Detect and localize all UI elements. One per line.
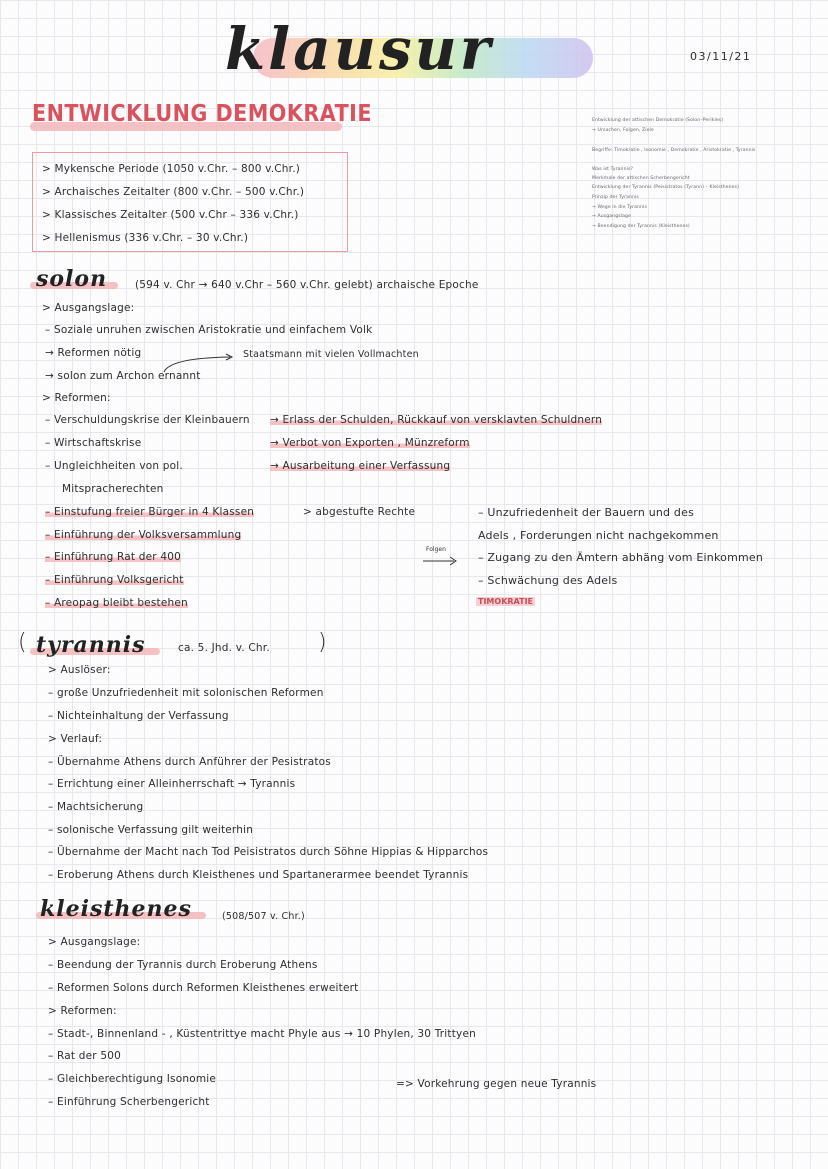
reform-right-2: → Verbot von Exporten , Münzreform — [270, 437, 470, 449]
timokratie-label: TIMOKRATIE — [478, 597, 534, 606]
kleisthenes-line-8: – Einführung Scherbengericht — [48, 1096, 210, 1108]
reform-right-3: → Ausarbeitung einer Verfassung — [270, 460, 451, 472]
curved-arrow-icon — [160, 352, 240, 374]
kleisthenes-line-3: – Reformen Solons durch Reformen Kleisthenes erweitert — [48, 982, 359, 994]
tyrannis-line-4: > Verlauf: — [48, 733, 103, 745]
kleisthenes-conclusion: => Vorkehrung gegen neue Tyrannis — [396, 1078, 597, 1090]
measure-3: – Einführung Rat der 400 — [45, 551, 182, 563]
solon-annotation: Staatsmann mit vielen Vollmachten — [243, 349, 419, 360]
kleisthenes-line-6: – Rat der 500 — [48, 1050, 121, 1062]
date-label: 03/11/21 — [690, 50, 752, 63]
solon-line-2: → Reformen nötig — [45, 347, 142, 359]
folgen-4: – Schwächung des Adels — [478, 574, 618, 587]
main-heading: ENTWICKLUNG DEMOKRATIE — [32, 101, 372, 127]
tyrannis-line-8: – solonische Verfassung gilt weiterhin — [48, 824, 254, 836]
reform-left-3: – Ungleichheiten von pol. — [45, 460, 183, 472]
kleisthenes-line-7: – Gleichberechtigung Isonomie — [48, 1073, 217, 1085]
kleisthenes-line-4: > Reformen: — [48, 1005, 117, 1017]
tyrannis-line-10: – Eroberung Athens durch Kleisthenes und Spartanerarmee beendet Tyrannis — [48, 869, 469, 881]
tyrannis-line-1: > Auslöser: — [48, 664, 111, 676]
tyrannis-line-7: – Machtsicherung — [48, 801, 144, 813]
reform-left-2: – Wirtschaftskrise — [45, 437, 142, 449]
tyrannis-line-6: – Errichtung einer Alleinherrschaft → Tyrannis — [48, 778, 296, 790]
side-note-7: Prinzip der Tyrannis — [592, 195, 639, 200]
side-note-1: Entwicklung der attischen Demokratie (Solon–Perikles) — [592, 118, 724, 123]
solon-line-3: → solon zum Archon ernannt — [45, 370, 201, 382]
side-note-5: Merkmale der attischen Scherbengericht — [592, 176, 690, 181]
solon-line-1: – Soziale unruhen zwischen Aristokratie und einfachem Volk — [45, 324, 373, 336]
reform-left-1: – Verschuldungskrise der Kleinbauern — [45, 414, 250, 426]
measure-1: – Einstufung freier Bürger in 4 Klassen — [45, 506, 255, 518]
side-note-2: → Ursachen, Folgen, Ziele — [592, 128, 654, 133]
side-note-3: Begriffe: Timokratie , Isonomie , Demokratie , Aristokratie , Tyrannis — [592, 148, 756, 153]
side-note-10: → Beendigung der Tyrannis (Kleisthenes) — [592, 224, 690, 229]
kleisthenes-dates: (508/507 v. Chr.) — [222, 911, 305, 922]
side-note-4: Was ist Tyrannis? — [592, 167, 633, 172]
folgen-3: – Zugang zu den Ämtern abhäng vom Einkommen — [478, 551, 764, 564]
folgen-label: Folgen — [426, 546, 446, 553]
kleisthenes-line-2: – Beendung der Tyrannis durch Eroberung Athens — [48, 959, 318, 971]
solon-ausgangslage: > Ausgangslage: — [42, 302, 135, 314]
solon-reformen-label: > Reformen: — [42, 392, 111, 404]
period-1: > Mykensche Periode (1050 v.Chr. – 800 v.Chr.) — [42, 163, 301, 175]
tyrannis-open-paren: ( — [18, 630, 27, 655]
tyrannis-line-9: – Übernahme der Macht nach Tod Peisistratos durch Söhne Hippias & Hipparchos — [48, 846, 489, 858]
measure-4: – Einführung Volksgericht — [45, 574, 184, 586]
side-note-8: → Wege in die Tyrannis — [592, 205, 647, 210]
folgen-arrow-icon — [422, 556, 458, 566]
solon-dates: (594 v. Chr → 640 v.Chr – 560 v.Chr. gelebt) archaische Epoche — [135, 279, 479, 291]
tyrannis-line-5: – Übernahme Athens durch Anführer der Pesistratos — [48, 756, 331, 768]
side-note-6: Entwicklung der Tyrannis (Peisistratos (Tyrann) – Kleisthenes) — [592, 185, 739, 190]
kleisthenes-line-5: – Stadt-, Binnenland - , Küstentrittye macht Phyle aus → 10 Phylen, 30 Trittyen — [48, 1028, 476, 1040]
measure-2: – Einführung der Volksversammlung — [45, 529, 242, 541]
tyrannis-close-paren: ) — [318, 630, 327, 655]
folgen-1: – Unzufriedenheit der Bauern und des — [478, 506, 695, 519]
period-4: > Hellenismus (336 v.Chr. – 30 v.Chr.) — [42, 232, 249, 244]
tyrannis-line-2: – große Unzufriedenheit mit solonischen Reformen — [48, 687, 324, 699]
tyrannis-line-3: – Nichteinhaltung der Verfassung — [48, 710, 229, 722]
solon-title: solon — [36, 266, 108, 292]
tyrannis-dates: ca. 5. Jhd. v. Chr. — [178, 642, 270, 654]
folgen-2: Adels , Forderungen nicht nachgekommen — [478, 529, 719, 542]
tyrannis-title: tyrannis — [36, 632, 146, 658]
mitsprache-text: Mitspracherechten — [62, 483, 164, 495]
period-2: > Archaisches Zeitalter (800 v.Chr. – 500 v.Chr.) — [42, 186, 305, 198]
side-note-9: → Ausgangslage — [592, 214, 631, 219]
kleisthenes-line-1: > Ausgangslage: — [48, 936, 141, 948]
measure-5: – Areopag bleibt bestehen — [45, 597, 188, 609]
kleisthenes-title: kleisthenes — [40, 896, 192, 922]
abgestufte-rechte: > abgestufte Rechte — [303, 506, 416, 518]
period-3: > Klassisches Zeitalter (500 v.Chr – 336 v.Chr.) — [42, 209, 299, 221]
page-title: klausur — [225, 15, 494, 83]
reform-right-1: → Erlass der Schulden, Rückkauf von versklavten Schuldnern — [270, 414, 603, 426]
